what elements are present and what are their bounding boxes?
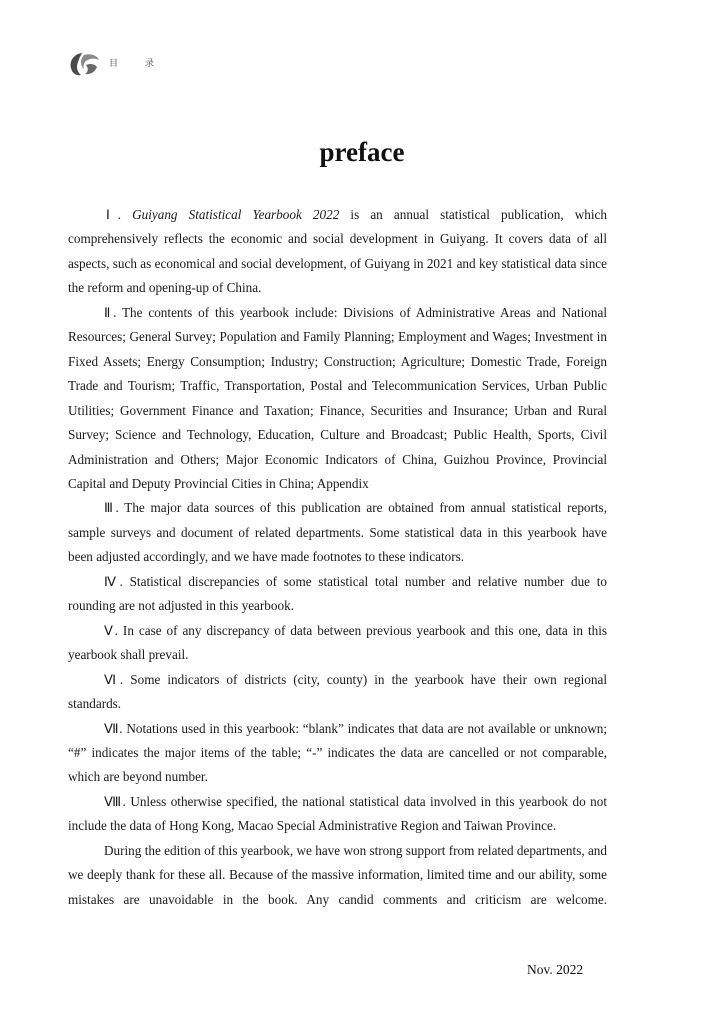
numeral-1: Ⅰ	[106, 207, 118, 222]
paragraph-2: Ⅱ. The contents of this yearbook include: Divisions of Administrative Areas and National Resources; General Survey; Population and Family Planning; Employment and Wages; Investment in Fixed Assets; Energy Consumption; Industry; Construction; Agriculture; Domestic Trade, Foreign Trade and Tourism; Traffic, Transportation, Postal and Telecommunication Services, Urban Public Utilities; Government Finance and Taxation; Finance, Securities and Insurance; Urban and Rural Survey; Science and Technology, Education, Culture and Broadcast; Public Health, Sports, Civil Administration and Others; Major Economic Indicators of China, Guizhou Province, Provincial Capital and Deputy Provincial Cities in China; Appendix	[68, 304, 607, 491]
preface-date: Nov. 2022	[527, 962, 584, 977]
paragraph-6: Ⅵ. Some indicators of districts (city, county) in the yearbook have their own regional standards.	[68, 671, 607, 712]
yearbook-logo-icon	[68, 51, 102, 77]
table-of-contents-link[interactable]: 目 录	[109, 59, 166, 69]
preface-body	[68, 203, 607, 912]
yearbook-title: Guiyang Statistical Yearbook 2022	[132, 207, 340, 222]
paragraph-3: Ⅲ. The major data sources of this publication are obtained from annual statistical reports, sample surveys and document of related departments. Some statistical data in this yearbook have been adjusted accordingly, and we have made footnotes to these indicators.	[68, 500, 607, 565]
paragraph-8: Ⅷ. Unless otherwise specified, the national statistical data involved in this yearbook do not include the data of Hong Kong, Macao Special Administrative Region and Taiwan Province.	[68, 793, 607, 834]
paragraph-1: Ⅰ. Guiyang Statistical Yearbook 2022 is an annual statistical publication, which comprehensively reflects the economic and social development in Guiyang. It covers data of all aspects, such as economical and social development, of Guiyang in 2021 and key statistical data since the reform and opening-up of China.	[68, 207, 608, 296]
paragraph-4: Ⅳ. Statistical discrepancies of some statistical total number and relative number due to rounding are not adjusted in this yearbook.	[68, 573, 607, 614]
page-title: preface	[319, 137, 405, 167]
paragraph-9: During the edition of this yearbook, we have won strong support from related departments, and we deeply thank for these all. Because of the massive information, limited time and our ability, some mistakes are unavoidable in the book. Any candid comments and criticism are welcome.	[68, 842, 607, 907]
paragraph-5: Ⅴ. In case of any discrepancy of data between previous yearbook and this one, data in this yearbook shall prevail.	[68, 622, 607, 663]
paragraph-7: Ⅶ. Notations used in this yearbook: “blank” indicates that data are not available or unknown; “#” indicates the major items of the table; “-” indicates the data are cancelled or not comparable, which are beyond number.	[68, 720, 607, 785]
